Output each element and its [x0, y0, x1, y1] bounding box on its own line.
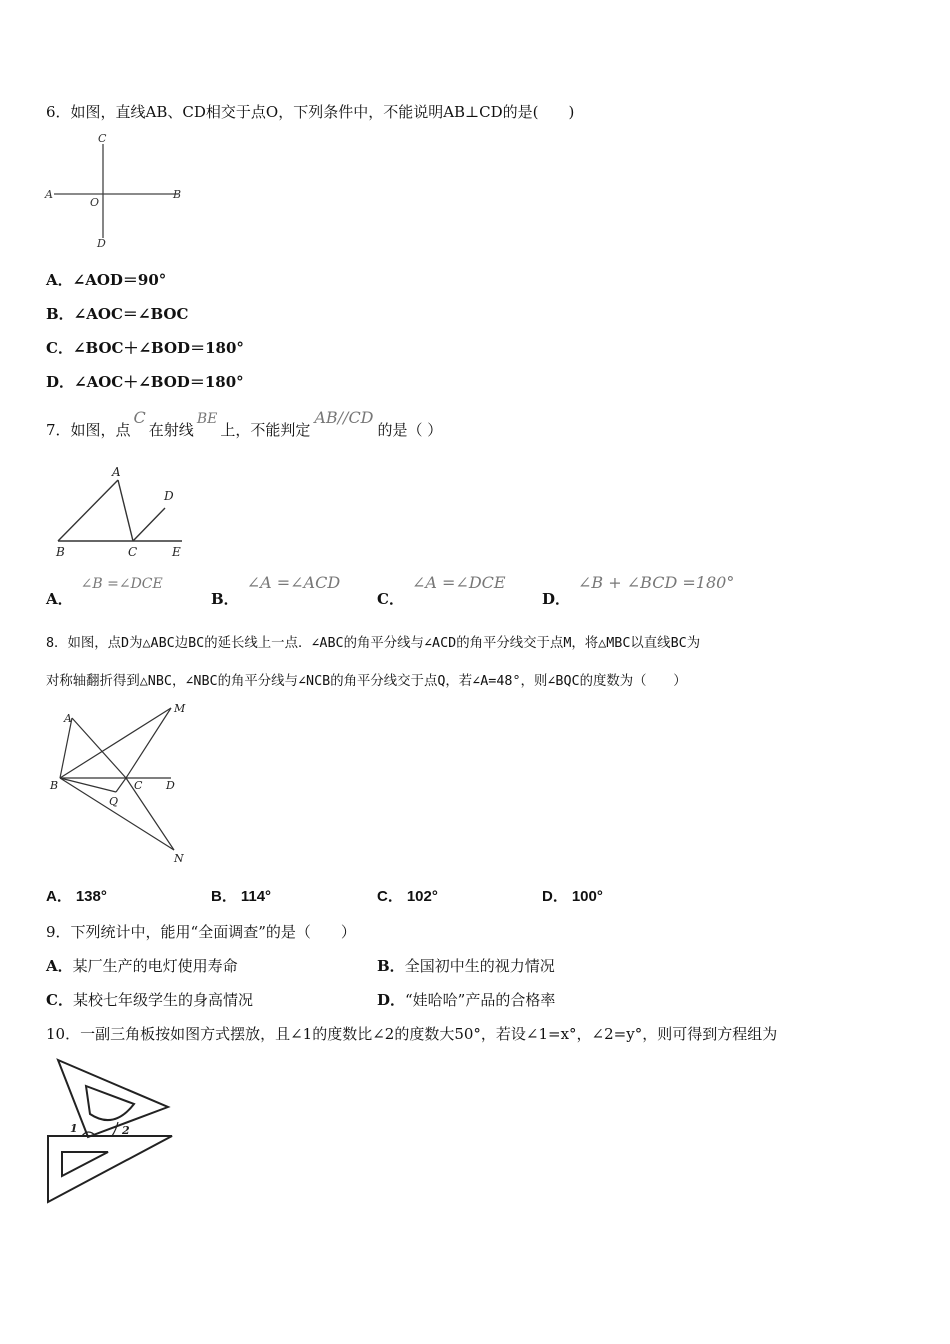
- q6-label-a: A: [45, 188, 53, 201]
- q7-option-c[interactable]: [377, 572, 506, 608]
- q6-option-a[interactable]: A．∠AOD＝90°: [46, 271, 167, 289]
- q9-option-b[interactable]: [377, 956, 555, 976]
- q7-option-b-expr: ∠A =∠ACD: [246, 573, 341, 592]
- q7-label-b: B: [56, 545, 65, 559]
- q7-option-a-expr: ∠B =∠DCE: [80, 576, 163, 592]
- q8-label-m: M: [174, 702, 186, 715]
- q7-figure: [48, 460, 198, 566]
- q8-option-c-value: 102°: [406, 888, 438, 905]
- q8-option-b-value: 114°: [240, 888, 272, 905]
- q7-stem-part1: 7．如图，点: [46, 421, 131, 439]
- q8-option-d-value: 100°: [571, 888, 603, 905]
- q7-option-d-expr: ∠B + ∠BCD =180°: [578, 573, 735, 592]
- q8-segment-bm: [60, 708, 171, 778]
- q8-label-d: D: [166, 779, 175, 792]
- q8-segment-bn: [60, 778, 174, 850]
- q9-option-c-letter: C．: [46, 991, 73, 1009]
- q7-option-b-letter: B．: [211, 590, 239, 608]
- q7-segment-ac: [118, 480, 133, 541]
- q10-angle-arc-2: [112, 1122, 118, 1136]
- q8-label-q: Q: [109, 795, 119, 808]
- q7-relation: AB//CD: [314, 408, 374, 427]
- q6-stem: 6．如图，直线AB、CD相交于点O，下列条件中，不能说明AB⊥CD的是( ): [46, 103, 575, 121]
- q7-option-b[interactable]: [211, 572, 341, 608]
- q8-option-d-letter: D．: [542, 888, 568, 905]
- q10-set-square-top-cutout: [86, 1086, 134, 1120]
- q9-option-c-text: 某校七年级学生的身高情况: [72, 991, 253, 1009]
- q7-option-a-letter: A．: [46, 590, 73, 608]
- q6-label-c: C: [98, 132, 107, 145]
- q7-option-c-expr: ∠A =∠DCE: [411, 573, 506, 592]
- q9-stem: 9．下列统计中，能用“全面调查”的是（ ）: [46, 923, 356, 941]
- q7-segment-ab: [58, 480, 118, 541]
- q7-option-c-letter: C．: [377, 590, 404, 608]
- q7-segment-cd: [133, 508, 165, 541]
- q8-label-n: N: [174, 852, 184, 865]
- q10-label-2: 2: [122, 1124, 130, 1137]
- q8-label-c: C: [134, 779, 143, 792]
- q8-segment-qc: [116, 778, 126, 792]
- q8-option-a[interactable]: [46, 887, 107, 907]
- q6-option-b[interactable]: B．∠AOC＝∠BOC: [46, 305, 189, 323]
- q9-option-d[interactable]: [377, 990, 555, 1010]
- q10-figure: [44, 1052, 184, 1208]
- q8-option-b-letter: B．: [211, 888, 237, 905]
- q8-figure: [46, 700, 196, 868]
- q7-option-d-letter: D．: [542, 590, 571, 608]
- q6-label-d: D: [97, 237, 106, 250]
- q8-option-c[interactable]: [377, 887, 438, 907]
- q9-option-a-text: 某厂生产的电灯使用寿命: [72, 957, 238, 975]
- q9-option-b-letter: B．: [377, 957, 405, 975]
- q10-set-square-bottom-cutout: [62, 1152, 108, 1176]
- q10-label-1: 1: [70, 1122, 78, 1135]
- q7-label-c: C: [128, 545, 138, 559]
- q8-segment-cm: [126, 708, 171, 778]
- q7-label-e: E: [172, 545, 181, 559]
- q6-option-c[interactable]: C．∠BOC＋∠BOD＝180°: [46, 339, 244, 357]
- q10-set-square-bottom: [48, 1136, 172, 1202]
- q8-option-b[interactable]: [211, 887, 271, 907]
- q8-stem-line1: 8．如图，点D为△ABC边BC的延长线上一点．∠ABC的角平分线与∠ACD的角平分线交于点M，将△MBC以直线BC为: [46, 636, 701, 651]
- q7-stem-part4: 的是（ ）: [377, 421, 443, 439]
- q8-option-c-letter: C．: [377, 888, 403, 905]
- q7-label-a: A: [112, 465, 121, 479]
- q7-point: C: [133, 408, 146, 427]
- q7-option-a[interactable]: [46, 572, 163, 608]
- q6-label-b: B: [173, 188, 182, 201]
- q8-segment-ab: [60, 718, 72, 778]
- q7-stem: [46, 408, 443, 441]
- q8-option-a-value: 138°: [75, 888, 107, 905]
- q6-option-d[interactable]: D．∠AOC＋∠BOD＝180°: [46, 373, 244, 391]
- q8-segment-bq: [60, 778, 116, 792]
- q8-label-a: A: [64, 712, 72, 725]
- q8-label-b: B: [50, 779, 59, 792]
- q9-option-c[interactable]: [46, 990, 253, 1010]
- q8-segment-ac: [72, 718, 126, 778]
- q6-label-o: O: [90, 196, 100, 209]
- q7-ray: BE: [196, 411, 218, 427]
- q7-option-d[interactable]: [542, 572, 735, 608]
- q9-option-a-letter: A．: [46, 957, 73, 975]
- q9-option-d-text: “娃哈哈”产品的合格率: [405, 991, 556, 1009]
- q9-option-d-letter: D．: [377, 991, 406, 1009]
- q10-stem: 10．一副三角板按如图方式摆放，且∠1的度数比∠2的度数大50°，若设∠1=x°，∠2=y°，则可得到方程组为: [46, 1025, 778, 1043]
- q9-option-b-text: 全国初中生的视力情况: [404, 957, 555, 975]
- q7-stem-part3: 上，不能判定: [220, 421, 311, 439]
- q9-option-a[interactable]: [46, 956, 238, 976]
- q8-option-d[interactable]: [542, 887, 603, 907]
- q8-stem-line2: 对称轴翻折得到△NBC，∠NBC的角平分线与∠NCB的角平分线交于点Q，若∠A=48°，则∠BQC的度数为（ ）: [46, 674, 687, 689]
- q7-stem-part2: 在射线: [148, 421, 194, 439]
- q7-label-d: D: [164, 489, 174, 503]
- q6-figure: [40, 128, 190, 250]
- q8-option-a-letter: A．: [46, 888, 72, 905]
